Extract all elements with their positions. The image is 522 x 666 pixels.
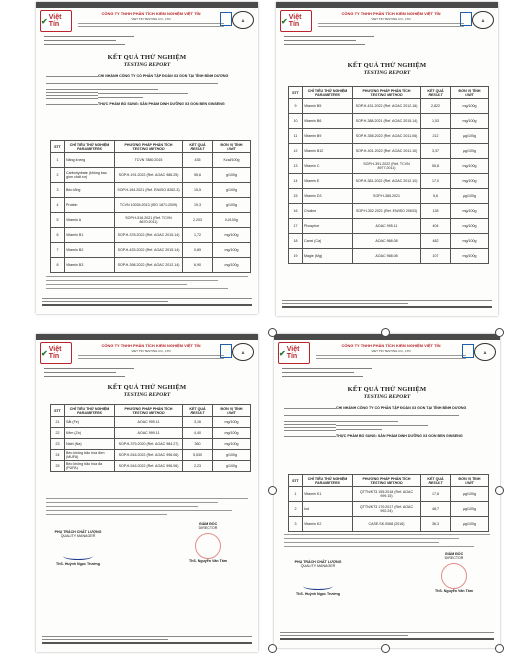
cell-stt: 15 bbox=[289, 189, 303, 204]
resize-handle-left[interactable] bbox=[268, 486, 277, 495]
certification-mark bbox=[220, 344, 232, 358]
cell-stt: 5 bbox=[51, 213, 65, 228]
cell-result: 435 bbox=[183, 153, 213, 168]
company-seal bbox=[195, 533, 221, 559]
sample-info bbox=[46, 74, 248, 110]
table-row bbox=[51, 428, 251, 439]
viet-tin-logo: ✔ Việt Tín bbox=[280, 10, 312, 32]
cell-result: 6,90 bbox=[183, 258, 213, 273]
header-result: KẾT QUẢ RESULT bbox=[421, 87, 451, 99]
cell-parameter: Béo không bão hòa đơn (MUFA) bbox=[65, 450, 115, 461]
cell-stt: 18 bbox=[289, 234, 303, 249]
sample-name: THỰC PHẨM BỔ SUNG: SẢN PHẨM DINH DƯỠNG X3 GON BEN GINSENG bbox=[98, 102, 225, 107]
page-top-bar bbox=[36, 334, 258, 340]
cell-result: 5,530 bbox=[183, 450, 213, 461]
cell-parameter: Phosphor bbox=[303, 219, 353, 234]
cell-stt: 21 bbox=[51, 417, 65, 428]
cell-result: 2.203 bbox=[183, 213, 213, 228]
header-stt: STT bbox=[51, 141, 65, 153]
cell-stt: 23 bbox=[51, 439, 65, 450]
cell-stt: 25 bbox=[51, 461, 65, 472]
cell-unit: g/100g bbox=[213, 198, 251, 213]
report-subtitle: TESTING REPORT bbox=[123, 62, 171, 68]
cell-stt: 8 bbox=[51, 258, 65, 273]
sample-info bbox=[284, 406, 490, 442]
table-row bbox=[51, 439, 251, 450]
qc-manager-signature: PHỤ TRÁCH CHẤT LƯỢNG QUALITY MANAGER ThS. Huỳnh Ngọc Trường bbox=[288, 560, 348, 596]
cell-unit: IU/100g bbox=[213, 213, 251, 228]
viet-tin-logo: ✔ Việt Tín bbox=[40, 342, 72, 364]
director-signature: GIÁM ĐỐC DIRECTOR ThS. Nguyễn Văn Tâm bbox=[424, 552, 484, 593]
table-row bbox=[289, 487, 489, 502]
cell-method: CASE.SK.0068 (2016) bbox=[353, 517, 421, 532]
cell-method: AOAC 999.11 bbox=[115, 417, 183, 428]
report-title: KẾT QUẢ THỬ NGHIỆM bbox=[347, 386, 427, 393]
cell-parameter: Vitamin D3 bbox=[303, 189, 353, 204]
table-row bbox=[289, 144, 489, 159]
cell-parameter: Vitamin B6 bbox=[303, 114, 353, 129]
resize-handle-top-left[interactable] bbox=[268, 328, 277, 337]
report-subtitle: TESTING REPORT bbox=[363, 394, 411, 400]
cell-result: 482 bbox=[421, 234, 451, 249]
cell-parameter: Năng lượng bbox=[65, 153, 115, 168]
cell-result: 15,5 bbox=[183, 183, 213, 198]
cell-unit: g/100g bbox=[213, 450, 251, 461]
table-row bbox=[51, 213, 251, 228]
qc-manager-signature: PHỤ TRÁCH CHẤT LƯỢNG QUALITY MANAGER ThS. Huỳnh Ngọc Trường bbox=[48, 530, 108, 566]
cell-result: 212 bbox=[421, 129, 451, 144]
header-unit: ĐƠN VỊ TÍNH UNIT bbox=[213, 141, 251, 153]
cell-parameter: Vitamin E bbox=[303, 174, 353, 189]
header-method: PHƯƠNG PHÁP PHÂN TÍCH TESTING METHOD bbox=[353, 87, 421, 99]
cell-result: 48,7 bbox=[421, 502, 451, 517]
cell-unit: mg/100g bbox=[451, 174, 489, 189]
company-name: CÔNG TY TNHH PHÂN TÍCH KIỂM NGHIỆM VIỆT TÍN VIET TIN TESTING CO., LTD bbox=[312, 343, 470, 359]
cell-method: AOAC 995.11 bbox=[353, 219, 421, 234]
table-row bbox=[51, 198, 251, 213]
cell-parameter: Iod bbox=[303, 502, 353, 517]
cell-parameter: Natri (Na) bbox=[65, 439, 115, 450]
cell-stt: 24 bbox=[51, 450, 65, 461]
director-name: ThS. Nguyễn Văn Tâm bbox=[189, 559, 227, 563]
cell-stt: 2 bbox=[51, 168, 65, 183]
table-row bbox=[51, 243, 251, 258]
cell-parameter: Vitamin B3 bbox=[65, 258, 115, 273]
cell-parameter: Vitamin K1 bbox=[303, 487, 353, 502]
header-unit: ĐƠN VỊ TÍNH UNIT bbox=[213, 405, 251, 417]
table-header-row bbox=[289, 475, 489, 487]
page-footer bbox=[282, 300, 492, 310]
cell-stt: 4 bbox=[51, 198, 65, 213]
table-row bbox=[289, 159, 489, 174]
results-table bbox=[50, 140, 251, 273]
cell-unit: mg/100g bbox=[213, 439, 251, 450]
table-row bbox=[51, 228, 251, 243]
cell-stt: 12 bbox=[289, 144, 303, 159]
cell-result: 17,0 bbox=[421, 174, 451, 189]
company-name: CÔNG TY TNHH PHÂN TÍCH KIỂM NGHIỆM VIỆT TÍN VIET TIN TESTING CO., LTD bbox=[314, 11, 468, 27]
letterhead bbox=[40, 342, 254, 364]
cell-unit: g/100g bbox=[213, 183, 251, 198]
cell-unit: mg/100g bbox=[451, 249, 489, 264]
page-footer bbox=[42, 636, 252, 646]
cell-method: TCVN 10034:2013 (ISO 1871:2009) bbox=[115, 198, 183, 213]
report-subtitle: TESTING REPORT bbox=[123, 392, 171, 398]
table-row bbox=[289, 204, 489, 219]
cell-result: 55,8 bbox=[421, 159, 451, 174]
cell-unit: µg/100g bbox=[451, 487, 489, 502]
header-parameter: CHỈ TIÊU THỬ NGHIỆM PARAMETERS bbox=[303, 475, 353, 487]
table-row bbox=[289, 517, 489, 532]
accreditation-badge: A bbox=[232, 11, 254, 29]
header-result: KẾT QUẢ RESULT bbox=[183, 405, 213, 417]
cell-parameter: Vitamin B9 bbox=[303, 129, 353, 144]
viet-tin-logo: ✔ Việt Tín bbox=[40, 10, 72, 32]
table-row bbox=[289, 189, 489, 204]
cell-result: 2,822 bbox=[421, 99, 451, 114]
accreditation-badge: A bbox=[472, 11, 494, 29]
resize-handle-bottom-right[interactable] bbox=[495, 644, 504, 653]
resize-handle-right[interactable] bbox=[495, 486, 504, 495]
cell-method: QTTN/KT3 170:2017 (Ref. AOAC 992.24) bbox=[353, 502, 421, 517]
table-row bbox=[51, 168, 251, 183]
director-name: ThS. Nguyễn Văn Tâm bbox=[435, 589, 473, 593]
cell-parameter: Canxi (Ca) bbox=[303, 234, 353, 249]
header-parameter: CHỈ TIÊU THỬ NGHIỆM PARAMETERS bbox=[65, 405, 115, 417]
page-top-bar bbox=[36, 2, 258, 8]
cell-unit: µg/100g bbox=[451, 129, 489, 144]
table-header-row bbox=[51, 405, 251, 417]
table-header-row bbox=[289, 87, 489, 99]
letterhead bbox=[280, 10, 494, 32]
cell-parameter: Béo không bão hòa đa (PUFA) bbox=[65, 461, 115, 472]
cell-parameter: Vitamin B5 bbox=[303, 99, 353, 114]
table-row bbox=[289, 502, 489, 517]
cell-parameter: Vitamin B2 bbox=[65, 243, 115, 258]
cell-parameter: Vitamin K2 bbox=[303, 517, 353, 532]
report-page-4 bbox=[274, 334, 500, 648]
cell-unit: Kcal/100g bbox=[213, 153, 251, 168]
cell-stt: 3 bbox=[51, 183, 65, 198]
cell-unit: mg/100g bbox=[451, 219, 489, 234]
cell-unit: mg/100g bbox=[213, 243, 251, 258]
cell-stt: 10 bbox=[289, 114, 303, 129]
table-header-row bbox=[51, 141, 251, 153]
cell-unit: µg/100g bbox=[451, 502, 489, 517]
cell-unit: mg/100g bbox=[213, 258, 251, 273]
report-title: KẾT QUẢ THỬ NGHIỆM bbox=[347, 62, 427, 69]
cell-stt: 1 bbox=[289, 487, 303, 502]
cell-result: 1,53 bbox=[421, 114, 451, 129]
report-meta bbox=[44, 36, 134, 48]
cell-unit: mg/100g bbox=[451, 234, 489, 249]
cell-parameter: Vitamin B1 bbox=[65, 228, 115, 243]
cell-method: SOP.H-431.2022 (Ref. AOAC 2012.16) bbox=[353, 99, 421, 114]
table-row bbox=[289, 114, 489, 129]
cell-stt: 19 bbox=[289, 249, 303, 264]
cell-method: SOP.H-378.2022 (Ref. AOAC 2015.14) bbox=[115, 228, 183, 243]
resize-handle-bottom-left[interactable] bbox=[268, 644, 277, 653]
results-table bbox=[288, 474, 489, 532]
company-seal bbox=[441, 563, 467, 589]
cell-stt: 7 bbox=[51, 243, 65, 258]
cell-method: SOP.H-433.2022 (Ref. AOAC 2015.14) bbox=[115, 243, 183, 258]
resize-handle-bottom[interactable] bbox=[381, 644, 390, 653]
page-footer bbox=[42, 298, 252, 308]
cell-stt: 11 bbox=[289, 129, 303, 144]
table-row bbox=[51, 461, 251, 472]
cell-stt: 14 bbox=[289, 174, 303, 189]
page-top-bar bbox=[276, 2, 498, 8]
cell-unit: mg/100g bbox=[451, 159, 489, 174]
cell-method: SOP.H-398.2022 (Ref. AOAC 2012.14) bbox=[115, 258, 183, 273]
cell-stt: 1 bbox=[51, 153, 65, 168]
header-method: PHƯƠNG PHÁP PHÂN TÍCH TESTING METHOD bbox=[115, 141, 183, 153]
cell-parameter: Sắt (Fe) bbox=[65, 417, 115, 428]
header-method: PHƯƠNG PHÁP PHÂN TÍCH TESTING METHOD bbox=[353, 475, 421, 487]
cell-stt: 3 bbox=[289, 517, 303, 532]
cell-method: SOP.H-358.2022 (Ref. AOAC 2011.06) bbox=[353, 129, 421, 144]
cell-parameter: Protein bbox=[65, 198, 115, 213]
cell-unit: mg/100g bbox=[451, 204, 489, 219]
header-unit: ĐƠN VỊ TÍNH UNIT bbox=[451, 87, 489, 99]
cell-stt: 13 bbox=[289, 159, 303, 174]
cell-result: 17,8 bbox=[421, 487, 451, 502]
customer-name: CHI NHÁNH CÔNG TY CỔ PHẦN TẬP ĐOÀN X3 GON TẠI TỈNH BÌNH DƯƠNG bbox=[98, 74, 229, 78]
header-stt: STT bbox=[289, 475, 303, 487]
cell-stt: 9 bbox=[289, 99, 303, 114]
footnotes bbox=[46, 276, 248, 292]
page-footer bbox=[280, 632, 494, 642]
cell-parameter: Vitamin B12 bbox=[303, 144, 353, 159]
cell-result: 36,3 bbox=[421, 517, 451, 532]
report-meta bbox=[284, 36, 374, 48]
qc-manager-name: ThS. Huỳnh Ngọc Trường bbox=[56, 562, 100, 566]
table-row bbox=[51, 258, 251, 273]
cell-unit: mg/100g bbox=[213, 417, 251, 428]
cell-parameter: Vitamin C bbox=[303, 159, 353, 174]
cell-unit: g/100g bbox=[213, 461, 251, 472]
cell-method: SOP.H-385.2021 bbox=[353, 189, 421, 204]
report-page-1 bbox=[36, 2, 258, 314]
resize-handle-top-right[interactable] bbox=[495, 328, 504, 337]
cell-method: SOP.H-401.2022 (Ref. AOAC 2011.10) bbox=[353, 144, 421, 159]
table-row bbox=[289, 129, 489, 144]
table-row bbox=[289, 249, 489, 264]
cell-method: TCVN 7880:2015 bbox=[115, 153, 183, 168]
report-meta bbox=[282, 368, 372, 380]
report-subtitle: TESTING REPORT bbox=[363, 70, 411, 76]
table-row bbox=[289, 219, 489, 234]
cell-stt: 6 bbox=[51, 228, 65, 243]
cell-method: SOP.H-381.2022 (Ref. AOAC 2012.10) bbox=[353, 174, 421, 189]
cell-result: 2,23 bbox=[183, 461, 213, 472]
accreditation-badge: A bbox=[474, 343, 496, 361]
sample-name: THỰC PHẨM BỔ SUNG: SẢN PHẨM DINH DƯỠNG X3 GON BEN GINSENG bbox=[336, 434, 463, 439]
cell-result: 128 bbox=[421, 204, 451, 219]
table-row bbox=[51, 417, 251, 428]
header-unit: ĐƠN VỊ TÍNH UNIT bbox=[451, 475, 489, 487]
cell-method: SOP.H-516.2021 (Ref. TCVN 8670:2011) bbox=[115, 213, 183, 228]
accreditation-badge: A bbox=[232, 343, 254, 361]
header-stt: STT bbox=[289, 87, 303, 99]
certification-mark bbox=[460, 12, 472, 26]
cell-result: 107 bbox=[421, 249, 451, 264]
report-page-3 bbox=[36, 334, 258, 652]
cell-method: QTTN/KT3 155:2018 (Ref. AOAC 999.15) bbox=[353, 487, 421, 502]
certification-mark bbox=[220, 12, 232, 26]
cell-stt: 22 bbox=[51, 428, 65, 439]
cell-method: SOP.H-379.2020 (Ref. AOAC 984.27) bbox=[115, 439, 183, 450]
table-row bbox=[51, 153, 251, 168]
cell-result: 0,89 bbox=[183, 243, 213, 258]
cell-method: SOP.H-388.2021 (Ref. AOAC 2015.14) bbox=[353, 114, 421, 129]
cell-method: AOAC 968.08 bbox=[353, 234, 421, 249]
cell-unit: mg/100g bbox=[451, 114, 489, 129]
cell-method: SOP.H-516.2022 (Ref. AOAC 996.06) bbox=[115, 450, 183, 461]
report-title: KẾT QUẢ THỬ NGHIỆM bbox=[107, 54, 187, 61]
cell-parameter: Choline bbox=[303, 204, 353, 219]
header-parameter: CHỈ TIÊU THỬ NGHIỆM PARAMETERS bbox=[303, 87, 353, 99]
customer-name: CHI NHÁNH CÔNG TY CỔ PHẦN TẬP ĐOÀN X3 GON TẠI TỈNH BÌNH DƯƠNG bbox=[336, 406, 467, 410]
cell-result: 1,72 bbox=[183, 228, 213, 243]
cell-parameter: Kẽm (Zn) bbox=[65, 428, 115, 439]
cell-method: AOAC 999.11 bbox=[115, 428, 183, 439]
report-page-2 bbox=[276, 2, 498, 316]
cell-method: SOP.H-391.2022 (Ref. TCVN 8977:2011) bbox=[353, 159, 421, 174]
report-title: KẾT QUẢ THỬ NGHIỆM bbox=[107, 384, 187, 391]
cell-parameter: Carbohydrate (không bao gồm chất xơ) bbox=[65, 168, 115, 183]
resize-handle-top[interactable] bbox=[381, 328, 390, 337]
cell-result: 5,6 bbox=[421, 189, 451, 204]
header-parameter: CHỈ TIÊU THỬ NGHIỆM PARAMETERS bbox=[65, 141, 115, 153]
director-signature: GIÁM ĐỐC DIRECTOR ThS. Nguyễn Văn Tâm bbox=[178, 522, 238, 563]
cell-result: 404 bbox=[421, 219, 451, 234]
cell-method: SOP.H-194.2021 (Ref. EN/ISO 8262-3) bbox=[115, 183, 183, 198]
results-table bbox=[288, 86, 489, 264]
cell-parameter: Béo tổng bbox=[65, 183, 115, 198]
company-name: CÔNG TY TNHH PHÂN TÍCH KIỂM NGHIỆM VIỆT TÍN VIET TIN TESTING CO., LTD bbox=[74, 343, 228, 359]
table-row bbox=[289, 99, 489, 114]
cell-unit: mg/100g bbox=[451, 99, 489, 114]
cell-method: AOAC 968.08 bbox=[353, 249, 421, 264]
table-row bbox=[289, 174, 489, 189]
header-result: KẾT QUẢ RESULT bbox=[183, 141, 213, 153]
cell-stt: 2 bbox=[289, 502, 303, 517]
cell-result: 3,16 bbox=[183, 417, 213, 428]
company-name: CÔNG TY TNHH PHÂN TÍCH KIỂM NGHIỆM VIỆT TÍN VIET TIN TESTING CO., LTD bbox=[74, 11, 228, 27]
footnotes bbox=[46, 498, 248, 518]
results-table bbox=[50, 404, 251, 472]
header-result: KẾT QUẢ RESULT bbox=[421, 475, 451, 487]
certification-mark bbox=[462, 344, 474, 358]
cell-method: SOP.H-302.2021 (Ref. EN/ISO 20633) bbox=[353, 204, 421, 219]
table-row bbox=[289, 234, 489, 249]
footnotes bbox=[284, 534, 490, 550]
cell-unit: mg/100g bbox=[213, 428, 251, 439]
cell-stt: 16 bbox=[289, 204, 303, 219]
viet-tin-logo: ✔ Việt Tín bbox=[278, 342, 310, 364]
cell-parameter: Vitamin A bbox=[65, 213, 115, 228]
cell-result: 360 bbox=[183, 439, 213, 450]
cell-stt: 17 bbox=[289, 219, 303, 234]
report-meta bbox=[44, 368, 134, 380]
cell-unit: µg/100g bbox=[451, 144, 489, 159]
table-row bbox=[51, 183, 251, 198]
cell-result: 4,40 bbox=[183, 428, 213, 439]
cell-unit: µg/100g bbox=[451, 517, 489, 532]
qc-manager-name: ThS. Huỳnh Ngọc Trường bbox=[296, 592, 340, 596]
cell-method: SOP.H-191.2022 (Ref. AOAC 986.25) bbox=[115, 168, 183, 183]
cell-result: 55,6 bbox=[183, 168, 213, 183]
cell-unit: mg/100g bbox=[213, 228, 251, 243]
cell-unit: g/100g bbox=[213, 168, 251, 183]
cell-method: SOP.H-516.2022 (Ref. AOAC 996.06) bbox=[115, 461, 183, 472]
header-stt: STT bbox=[51, 405, 65, 417]
cell-unit: µg/100g bbox=[451, 189, 489, 204]
table-row bbox=[51, 450, 251, 461]
letterhead bbox=[40, 10, 254, 32]
cell-parameter: Magie (Mg) bbox=[303, 249, 353, 264]
cell-result: 3,37 bbox=[421, 144, 451, 159]
letterhead bbox=[278, 342, 496, 364]
cell-result: 19,3 bbox=[183, 198, 213, 213]
header-method: PHƯƠNG PHÁP PHÂN TÍCH TESTING METHOD bbox=[115, 405, 183, 417]
